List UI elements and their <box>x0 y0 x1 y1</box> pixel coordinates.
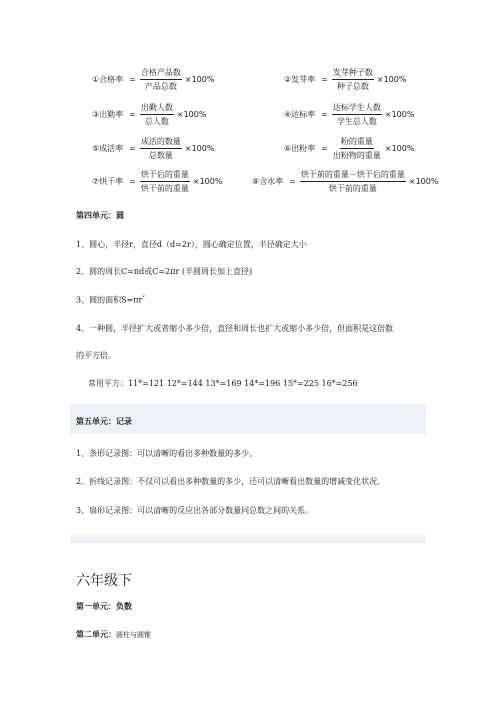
numerator: 烘干前的重量－烘干后的重量 <box>300 169 406 182</box>
fraction <box>332 67 374 92</box>
grade-unit2-name: 圆柱与圆锥 <box>116 631 151 639</box>
denominator: 学生总人数 <box>336 116 377 126</box>
formula-name: ⑥出粉率 <box>284 143 316 153</box>
equals-sign: = <box>129 176 136 186</box>
numerator: 烘干后的重量 <box>140 169 190 182</box>
equals-sign: = <box>321 143 328 153</box>
formula-drying-rate <box>92 168 222 194</box>
equals-sign: = <box>289 176 296 186</box>
formula-attendance-rate <box>92 101 206 127</box>
unit4-point-4-continued: 的平方倍。 <box>76 351 116 360</box>
formula-germination-rate <box>284 66 406 92</box>
grade-unit1: 第一单元：负数 <box>76 601 132 611</box>
fraction <box>140 136 182 161</box>
formula-flour-rate <box>284 135 414 161</box>
equals-sign: = <box>129 143 136 153</box>
equals-sign: = <box>129 74 136 84</box>
unit4-heading: 第四单元：圆 <box>76 210 124 220</box>
formula-row <box>92 168 452 194</box>
unit5-point-2: 2、折线记录图：不仅可以看出多种数量的多少，还可以清晰看出数量的增减变化状况。 <box>76 477 386 486</box>
superscript-two: ² <box>142 294 145 301</box>
fraction <box>332 102 382 127</box>
numerator: 达标学生人数 <box>332 102 382 115</box>
formula-name: ⑤成活率 <box>92 143 124 153</box>
formula-row <box>92 101 452 127</box>
unit4-point-3-text: 3、圆的面积S=πr <box>76 295 143 305</box>
unit4-point-3 <box>76 294 145 306</box>
multiplier: ×100% <box>384 143 415 153</box>
equals-sign: = <box>321 74 328 84</box>
multiplier: ×100% <box>184 74 215 84</box>
formula-pass-rate <box>92 66 214 92</box>
fraction <box>300 169 406 194</box>
formula-row <box>92 66 452 92</box>
formula-name: ②发芽率 <box>284 74 316 84</box>
denominator: 种子总数 <box>336 81 369 91</box>
numerator: 合格产品数 <box>140 67 182 80</box>
multiplier: ×100% <box>176 109 207 119</box>
fraction <box>332 136 382 161</box>
formula-name: ①合格率 <box>92 74 124 84</box>
multiplier: ×100% <box>408 176 439 186</box>
numerator: 粉的重量 <box>340 136 374 149</box>
numerator: 成活的数量 <box>140 136 182 149</box>
formula-moisture-rate <box>252 168 438 194</box>
unit4-point-2: 2、圆的周长C=πd或C=2πr (半圆周长加上直径) <box>76 267 253 276</box>
denominator: 产品总数 <box>144 81 177 91</box>
formula-name: ⑧含水率 <box>252 176 284 186</box>
fraction <box>140 169 190 194</box>
denominator: 出粉物的重量 <box>332 150 381 160</box>
numerator: 发芽种子数 <box>332 67 374 80</box>
denominator: 烘干前的重量 <box>140 183 189 193</box>
divider-band <box>70 535 426 543</box>
multiplier: ×100% <box>192 176 223 186</box>
formula-name: ⑦烘干率 <box>92 176 124 186</box>
unit5-heading: 第五单元：记录 <box>76 416 132 426</box>
denominator: 总数量 <box>148 150 173 160</box>
denominator: 烘干前的重量 <box>328 183 377 193</box>
formula-row <box>92 135 452 161</box>
multiplier: ×100% <box>376 74 407 84</box>
formula-name: ③出勤率 <box>92 109 124 119</box>
equals-sign: = <box>321 109 328 119</box>
fraction <box>140 67 182 92</box>
formula-survival-rate <box>92 135 214 161</box>
denominator: 总人数 <box>144 116 169 126</box>
multiplier: ×100% <box>184 143 215 153</box>
grade-unit2 <box>76 629 151 640</box>
unit4-point-1: 1、圆心，半径r，直径d（d=2r），圆心确定位置，半径确定大小 <box>76 240 307 249</box>
multiplier: ×100% <box>384 109 415 119</box>
common-squares: 常用平方：11*=121 12*=144 13*=169 14*=196 15*=225 16*=256 <box>88 379 358 388</box>
grade-title: 六年级下 <box>76 573 132 589</box>
numerator: 出勤人数 <box>140 102 174 115</box>
grade-unit2-prefix: 第二单元： <box>76 629 116 639</box>
unit5-point-3: 3、扇形记录图：可以清晰的反应出各部分数量同总数之间的关系。 <box>76 506 314 515</box>
formula-name: ④达标率 <box>284 109 316 119</box>
equals-sign: = <box>129 109 136 119</box>
unit5-point-1: 1、条形记录图：可以清晰的看出多种数量的多少。 <box>76 449 258 458</box>
unit4-point-4: 4、一种圆，半径扩大或者缩小多少倍，直径和周长也扩大或缩小多少倍，但面积是这倍数 <box>76 324 394 333</box>
formula-standard-rate <box>284 101 414 127</box>
fraction <box>140 102 174 127</box>
